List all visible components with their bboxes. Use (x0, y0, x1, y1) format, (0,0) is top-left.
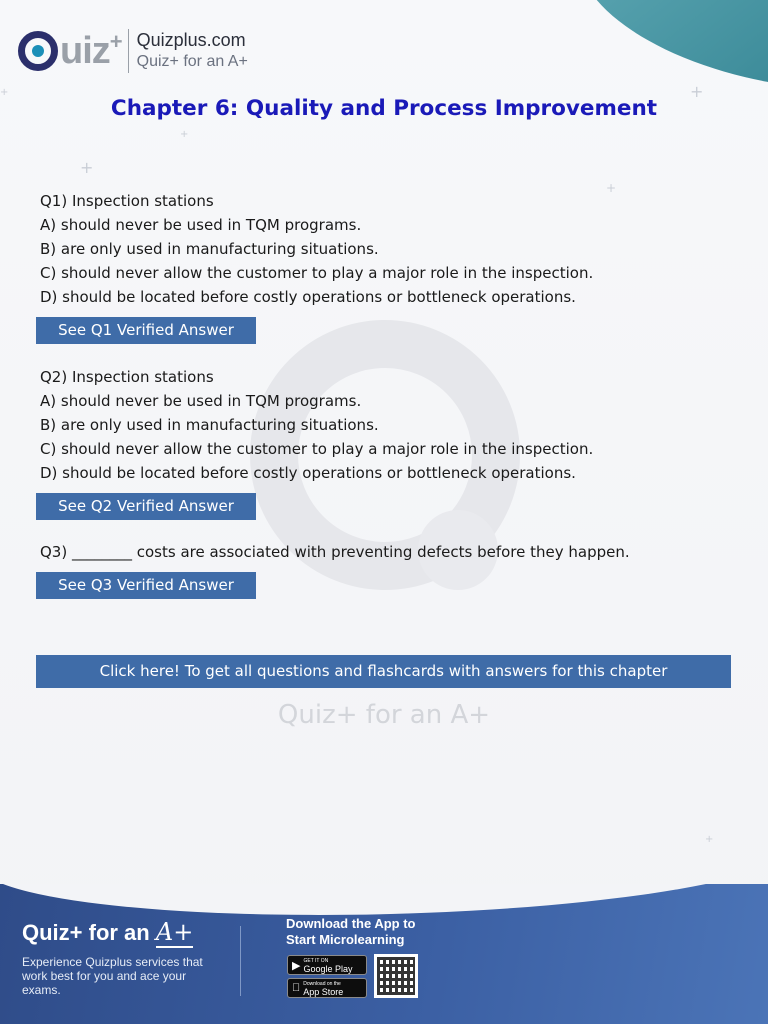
plus-decoration-icon: + (80, 158, 94, 177)
apple-badge-big: App Store (295, 987, 336, 997)
google-badge-big: Google Play (303, 964, 353, 974)
question-stem: Q2) Inspection stations (40, 368, 214, 386)
chapter-title: Chapter 6: Quality and Process Improvement (110, 96, 658, 121)
site-name: Quizplus.com (136, 30, 246, 50)
footer-download-heading (286, 916, 456, 948)
option-a: A) should never be used in TQM programs. (40, 392, 362, 410)
plus-decoration-icon: + (0, 87, 9, 98)
google-play-badge[interactable] (287, 955, 367, 975)
apple-icon (292, 982, 300, 994)
option-b: B) are only used in manufacturing situations. (40, 240, 379, 258)
app-store-badge[interactable] (287, 978, 367, 998)
see-q2-answer-button[interactable]: See Q2 Verified Answer (36, 493, 256, 520)
site-tagline: Quiz+ for an A+ (136, 53, 248, 70)
option-d: D) should be located before costly operations or bottleneck operations. (40, 288, 576, 306)
get-all-questions-button[interactable]: Click here! To get all questions and flashcards with answers for this chapter (36, 655, 731, 688)
option-c: C) should never allow the customer to play a major role in the inspection. (40, 440, 594, 458)
download-line-2: Start Microlearning (286, 932, 405, 947)
question-stem: Q1) Inspection stations (40, 192, 214, 210)
plus-decoration-icon: + (705, 834, 714, 845)
question-3 (40, 540, 740, 564)
option-c: C) should never allow the customer to play a major role in the inspection. (40, 264, 594, 282)
download-line-1: Download the App to (286, 916, 416, 931)
plus-decoration-icon: + (606, 181, 617, 195)
option-a: A) should never be used in TQM programs. (40, 216, 362, 234)
question-1 (40, 189, 740, 309)
plus-decoration-icon: + (690, 82, 704, 101)
plus-decoration-icon: + (180, 129, 189, 140)
footer-description: Experience Quizplus services that work best for you and ace your exams. (22, 955, 203, 997)
option-b: B) are only used in manufacturing situations. (40, 416, 379, 434)
see-q1-answer-button[interactable]: See Q1 Verified Answer (36, 317, 256, 344)
google-play-icon: ▶ (292, 959, 301, 972)
footer-divider (240, 926, 241, 996)
option-d: D) should be located before costly operations or bottleneck operations. (40, 464, 576, 482)
google-badge-small: GET IT ON (303, 958, 329, 964)
corner-wave (561, 0, 768, 85)
qr-code-icon[interactable] (374, 954, 418, 998)
question-2 (40, 365, 740, 485)
logo-divider (128, 29, 129, 73)
site-logo[interactable] (18, 26, 248, 76)
see-q3-answer-button[interactable]: See Q3 Verified Answer (36, 572, 256, 599)
footer-brand (22, 918, 193, 946)
question-stem: Q3) ________ costs are associated with preventing defects before they happen. (40, 543, 630, 561)
quiz-plus-logo-icon: uiz + (18, 31, 122, 71)
watermark-text: Quiz+ for an A+ (277, 700, 491, 730)
footer-brand-prefix: Quiz+ for an (22, 920, 156, 945)
apple-badge-small: Download on the (295, 981, 333, 987)
footer-brand-grade: A+ (155, 918, 194, 946)
